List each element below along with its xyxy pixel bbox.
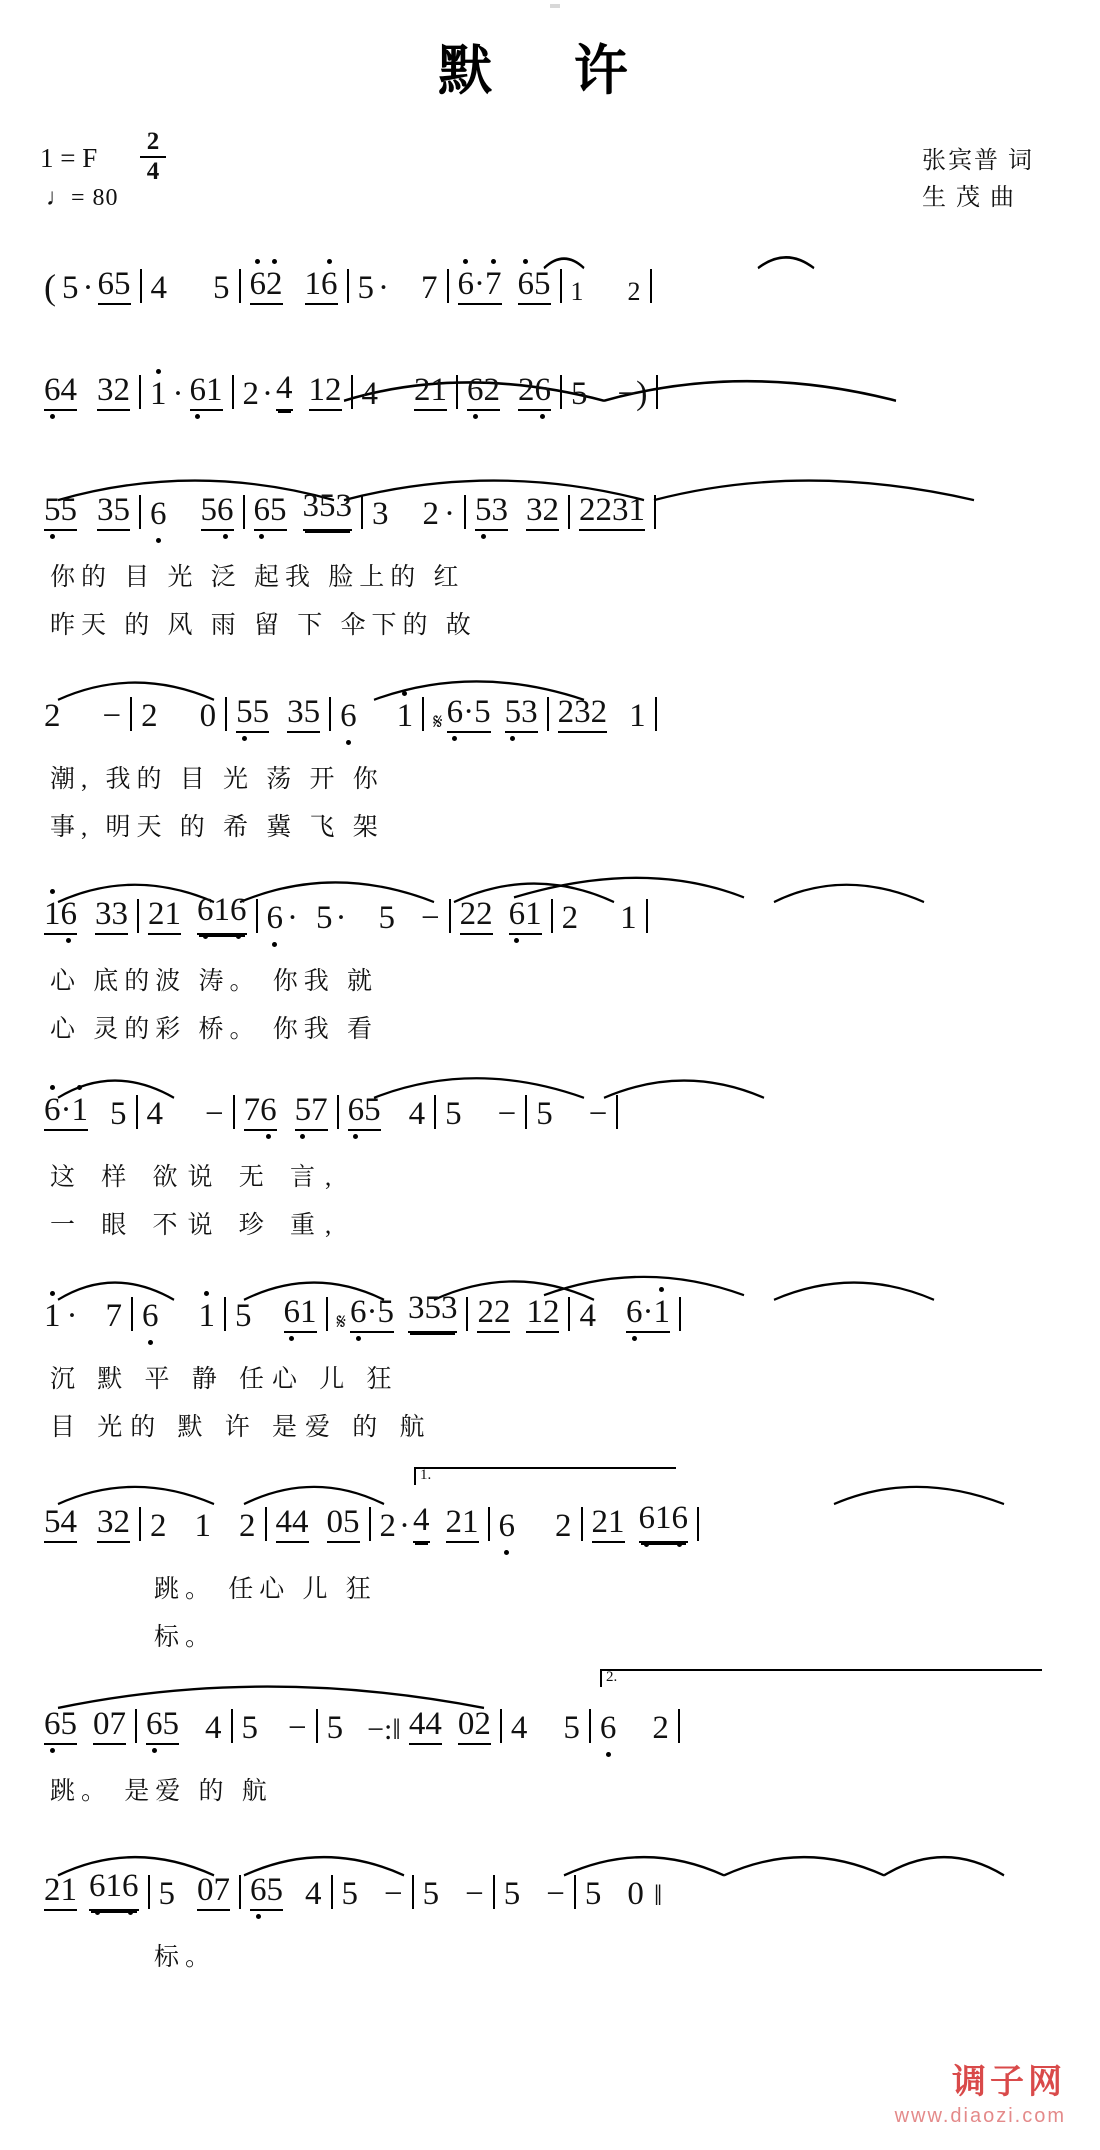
credits bbox=[922, 143, 1034, 217]
lyric-line-2 bbox=[44, 1407, 1056, 1443]
credit-lyricist: 张宾普 词 bbox=[922, 148, 1034, 174]
staff-line: 1 · 7 6 1 5 61 𝄋 6·5 353 22 12 4 6·1 bbox=[44, 1273, 1056, 1333]
lyric-line-2 bbox=[44, 1009, 1056, 1045]
system-8 bbox=[44, 1449, 1056, 1651]
lyric-line-2 bbox=[44, 1617, 1056, 1653]
lyric-line-2 bbox=[44, 807, 1056, 843]
page-top-mark bbox=[550, 4, 560, 8]
lyric-text-2: 心 灵的彩 桥。 你我 看 bbox=[50, 1016, 379, 1043]
lyric-line-1 bbox=[44, 961, 1056, 997]
system-4 bbox=[44, 647, 1056, 849]
key-signature: 1 = F bbox=[40, 143, 98, 173]
volta-label-1: 1. bbox=[420, 1467, 432, 1483]
lyric-text-2: 昨天 的 风 雨 留 下 伞下的 故 bbox=[50, 612, 477, 639]
lyric-text-1: 跳。 任心 儿 狂 bbox=[154, 1576, 377, 1603]
lyric-text-2: 目 光的 默 许 是爱 的 航 bbox=[50, 1414, 433, 1441]
system-3 bbox=[44, 445, 1056, 647]
lyric-text-1: 心 底的波 涛。 你我 就 bbox=[50, 968, 379, 995]
lyric-line-1 bbox=[44, 1359, 1056, 1395]
lyric-line-1 bbox=[44, 1937, 1056, 1973]
staff-line: 65 07 65 4 5 − 5 −:‖ 44 02 4 5 6 2 bbox=[44, 1677, 1056, 1745]
staff-line: ( 5 · 65 4 5 62 16 5 · 7 6·7 65 1 2 bbox=[44, 259, 1056, 305]
lyric-line-2 bbox=[44, 605, 1056, 641]
lyric-line-1 bbox=[44, 759, 1056, 795]
staff-line: 54 32 2 1 2 44 05 2 · 4 21 6 2 21 616 bbox=[44, 1475, 1056, 1543]
lyric-line-1 bbox=[44, 1157, 1056, 1193]
tempo-marking: ♩= 80 bbox=[46, 185, 119, 211]
staff-line: 6·1 5 4 − 76 57 65 4 5 − 5 − bbox=[44, 1071, 1056, 1131]
lyric-text-2: 一 眼 不说 珍 重, bbox=[50, 1212, 342, 1239]
system-5 bbox=[44, 849, 1056, 1045]
watermark-chinese: 调子网 bbox=[952, 2064, 1066, 2101]
page-title: 默 许 bbox=[438, 41, 662, 101]
volta-label-2: 2. bbox=[606, 1669, 618, 1685]
staff-line: 55 35 6 56 65 353 3 2 · 53 32 2231 bbox=[44, 471, 1056, 531]
lyric-text-2: 事, 明天 的 希 冀 飞 架 bbox=[50, 814, 384, 841]
lyric-text-1: 沉 默 平 静 任心 儿 狂 bbox=[50, 1366, 400, 1393]
volta-bracket-1 bbox=[414, 1467, 676, 1485]
time-signature-top: 2 bbox=[146, 128, 160, 155]
system-7 bbox=[44, 1247, 1056, 1449]
lyric-line-1 bbox=[44, 557, 1056, 593]
time-signature-bottom: 4 bbox=[146, 158, 160, 186]
staff-line: 21 616 5 07 65 4 5 − 5 − 5 − 5 0 ‖ bbox=[44, 1868, 663, 1912]
staff-line: 2 − 2 0 55 35 6 1 𝄋 6·5 53 232 1 bbox=[44, 673, 1056, 733]
system-9 bbox=[44, 1651, 1056, 1817]
lyric-text-2: 标。 bbox=[154, 1624, 217, 1651]
lyric-text-1: 这 样 欲说 无 言, bbox=[50, 1164, 342, 1191]
staff-line: 16 33 21 616 6 · 5 · 5 − 22 61 2 1 bbox=[44, 875, 1056, 935]
lyric-text-1: 跳。 是爱 的 航 bbox=[50, 1778, 273, 1805]
credit-composer: 生 茂 曲 bbox=[922, 185, 1016, 212]
lyric-line-1 bbox=[44, 1771, 1056, 1807]
time-signature bbox=[140, 129, 166, 186]
lyric-line-1 bbox=[44, 1569, 1056, 1605]
watermark bbox=[895, 2054, 1066, 2128]
staff-line: 64 32 1 · 61 2 · 4 12 4 21 62 26 5 − ) bbox=[44, 359, 1056, 411]
lyric-text-1: 你的 目 光 泛 起我 脸上的 红 bbox=[50, 564, 465, 591]
system-1 bbox=[44, 233, 1056, 333]
lyric-text-1: 标。 bbox=[154, 1944, 217, 1971]
score-header bbox=[0, 123, 1100, 233]
system-10 bbox=[44, 1817, 1056, 1971]
system-6 bbox=[44, 1045, 1056, 1247]
lyric-text-1: 潮, 我的 目 光 荡 开 你 bbox=[50, 766, 384, 793]
system-2 bbox=[44, 333, 1056, 445]
lyric-line-2 bbox=[44, 1205, 1056, 1241]
volta-bracket-2 bbox=[600, 1669, 1042, 1687]
watermark-english: www.diaozi.com bbox=[894, 2105, 1066, 2127]
